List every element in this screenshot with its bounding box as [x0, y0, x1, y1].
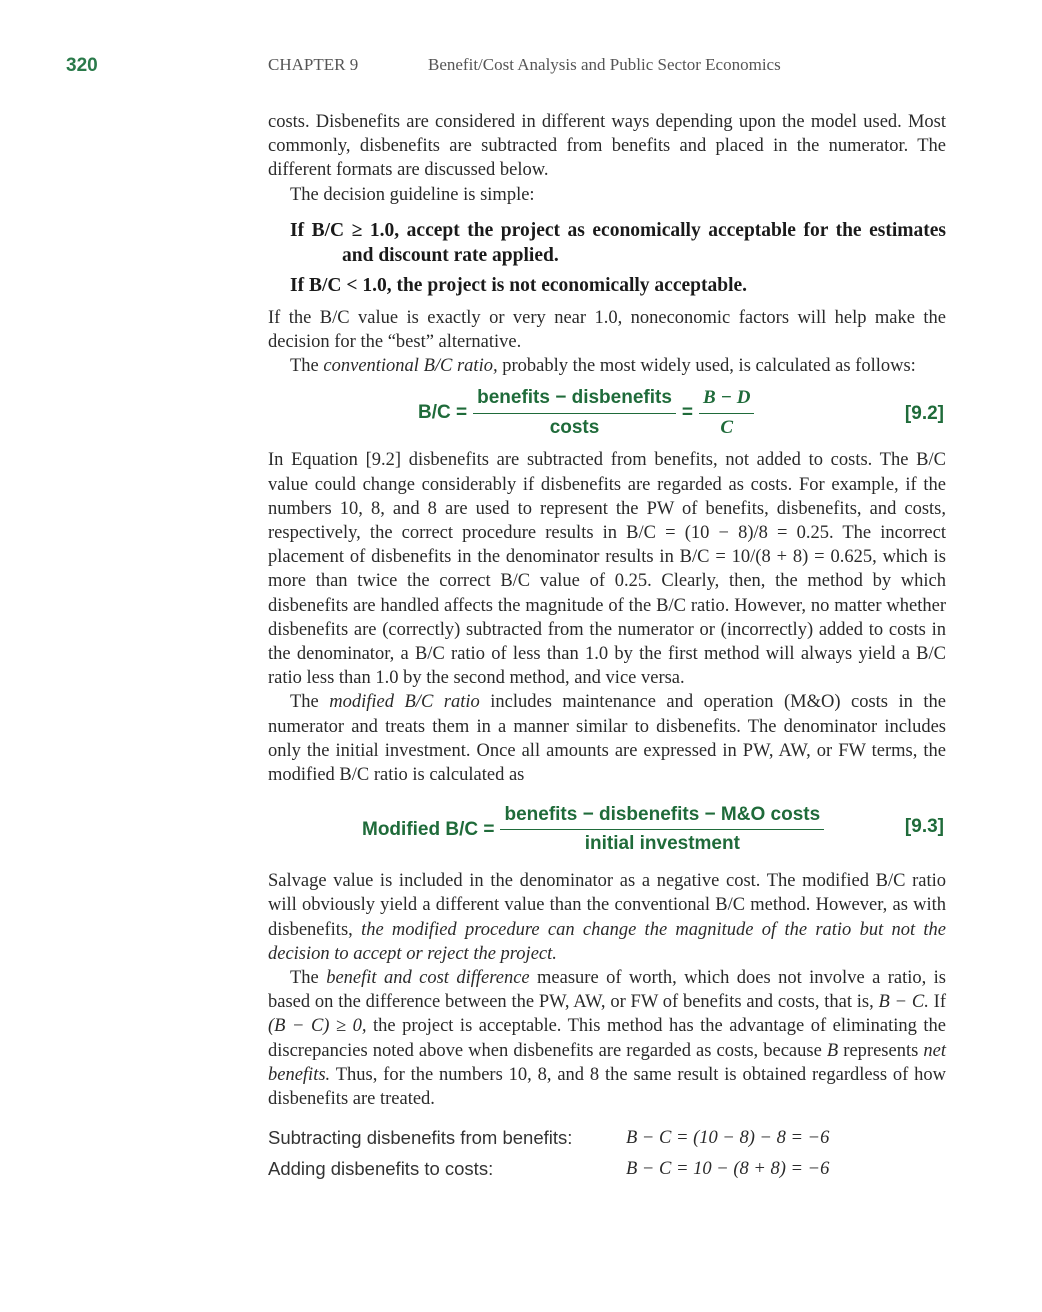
paragraph: The conventional B/C ratio, probably the most widely used, is calculated as follows:	[290, 356, 916, 377]
equation-numerator-symbolic: B − D	[699, 386, 754, 413]
table-row	[268, 1154, 946, 1184]
running-head	[268, 55, 781, 75]
equation-denominator: initial investment	[584, 833, 740, 855]
chapter-title: Benefit/Cost Analysis and Public Sector Economics	[428, 55, 781, 74]
equation-number: [9.2]	[904, 403, 944, 425]
equation-lhs: B/C =	[418, 402, 468, 424]
rule-reject: If B/C < 1.0, the project is not economically acceptable.	[290, 274, 748, 296]
equation-9-3	[268, 797, 946, 863]
equation-numerator: benefits − disbenefits	[473, 386, 676, 413]
paragraph: If the B/C value is exactly or very near 1.0, noneconomic factors will help make the decision for the “best” alternative.	[268, 307, 946, 353]
equation-denominator: costs	[549, 416, 600, 438]
equation-9-2	[268, 386, 946, 442]
equation-equals: =	[681, 402, 694, 424]
equation-lhs: Modified B/C =	[362, 818, 495, 840]
emphasis: the modified procedure can change the magnitude of the ratio but not the decision to accept or reject the project.	[268, 919, 946, 964]
paragraph: costs. Disbenefits are considered in different ways depending upon the model used. Most commonly, disbenefits are subtracted from benefits and placed in the numerator. The different formats are discussed below.	[268, 112, 946, 181]
decision-guideline	[290, 218, 946, 298]
comparison-expression: B − C = (10 − 8) − 8 = −6	[626, 1128, 830, 1149]
page-number: 320	[66, 55, 98, 76]
paragraph: In Equation [9.2] disbenefits are subtracted from benefits, not added to costs. The B/C value could change considerably if disbenefits are regarded as costs. For example, if the numbers 10, 8, and 8 are used to represent the PW of benefits, disbenefits, and costs, respectively, the correct procedure results in B/C = (10 − 8)/8 = 0.25. The incorrect placement of disbenefits in the denominator results in B/C = 10/(8 + 8) = 0.625, which is more than twice the correct B/C value of 0.25. Clearly, then, the method by which disbenefits are handled affects the magnitude of the B/C ratio. However, no matter whether disbenefits are (correctly) subtracted from the numerator or (incorrectly) added to costs in the denominator, a B/C ratio of less than 1.0 by the first method will always yield a B/C ratio less than 1.0 by the second method, and vice versa.	[268, 450, 946, 689]
comparison-label: Adding disbenefits to costs:	[268, 1157, 494, 1179]
table-row	[268, 1123, 946, 1153]
paragraph: The decision guideline is simple:	[290, 184, 535, 205]
term-difference: benefit and cost difference	[326, 968, 530, 989]
rule-accept: If B/C ≥ 1.0, accept the project as economically acceptable for the estimates and discount rate applied.	[290, 219, 946, 266]
chapter-label: CHAPTER 9	[268, 55, 359, 74]
equation-denominator-symbolic: C	[720, 416, 734, 438]
term-conventional: conventional B/C ratio,	[323, 356, 498, 377]
comparison-expression: B − C = 10 − (8 + 8) = −6	[626, 1158, 830, 1179]
equation-numerator: benefits − disbenefits − M&O costs	[500, 803, 824, 830]
comparison-label: Subtracting disbenefits from benefits:	[268, 1127, 573, 1149]
paragraph: The modified B/C ratio includes maintenance and operation (M&O) costs in the numerator and treats them in a manner similar to disbenefits. The denominator includes only the initial investment. Once all amounts are expressed in PW, AW, or FW terms, the modified B/C ratio is calculated as	[268, 692, 947, 786]
paragraph: The benefit and cost difference measure of worth, which does not involve a ratio, is based on the difference between the PW, AW, or FW of benefits and costs, that is, B − C. If (B − C) ≥ 0, the project is acceptable. This method has the advantage of eliminating the discrepancies noted above when disbenefits are regarded as costs, because B represents net benefits. Thus, for the numbers 10, 8, and 8 the same result is obtained regardless of how disbenefits are treated.	[268, 968, 947, 1110]
equation-number: [9.3]	[904, 816, 944, 838]
comparison-table	[268, 1123, 946, 1183]
term-modified: modified B/C ratio	[329, 692, 480, 713]
paragraph: Salvage value is included in the denominator as a negative cost. The modified B/C ratio will obviously yield a different value than the conventional B/C method. However, as with disbenefits, the modified procedure can change the magnitude of the ratio but not the decision to accept or reject the project.	[268, 871, 946, 964]
page-body	[268, 110, 946, 1184]
